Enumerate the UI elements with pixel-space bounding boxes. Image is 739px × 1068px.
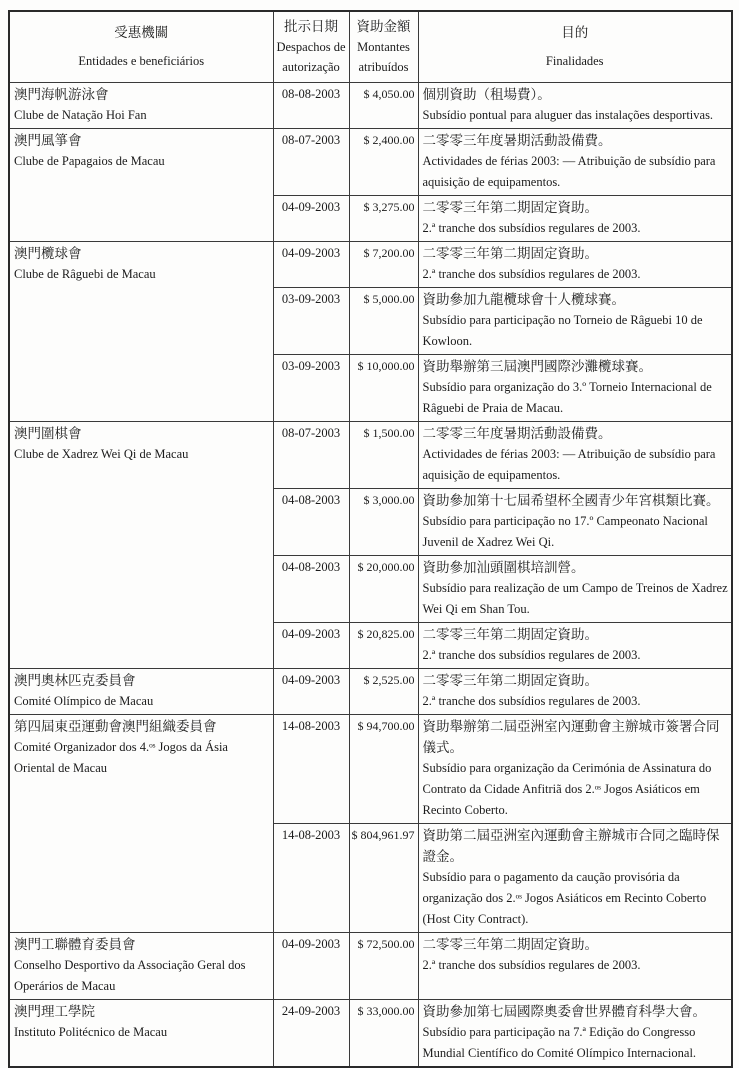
purpose-cell (418, 715, 732, 824)
entity-cell (9, 129, 273, 242)
purpose-zh: 資助舉辦第三屆澳門國際沙灘欖球賽。 (422, 359, 652, 374)
amount-granted: $ 20,825.00 (349, 623, 418, 669)
purpose-zh: 二零零三年第二期固定資助。 (422, 246, 598, 261)
purpose-zh: 二零零三年第二期固定資助。 (422, 673, 598, 688)
authorization-date: 04-09-2003 (273, 242, 349, 288)
entity-name-pt: Clube de Natação Hoi Fan (14, 108, 147, 122)
purpose-pt: 2.ª tranche dos subsídios regulares de 2003. (422, 267, 641, 281)
entity-name-pt: Comité Organizador dos 4.ᵒˢ Jogos da Ásia Oriental de Macau (14, 740, 228, 775)
purpose-pt: Subsídio para participação no 17.º Campeonato Nacional Juvenil de Xadrez Wei Qi. (422, 514, 708, 549)
header-row (9, 11, 732, 83)
entity-name-pt: Clube de Râguebi de Macau (14, 267, 156, 281)
purpose-pt: Subsídio para realização de um Campo de Treinos de Xadrez Wei Qi em Shan Tou. (422, 581, 728, 616)
authorization-date: 24-09-2003 (273, 1000, 349, 1068)
purpose-pt: Subsídio para organização do 3.º Torneio Internacional de Râguebi de Praia de Macau. (422, 380, 712, 415)
authorization-date: 03-09-2003 (273, 355, 349, 422)
amount-granted: $ 3,275.00 (349, 196, 418, 242)
purpose-pt: 2.ª tranche dos subsídios regulares de 2003. (422, 221, 641, 235)
purpose-zh: 二零零三年度暑期活動設備費。 (422, 426, 612, 441)
table-row (9, 83, 732, 129)
authorization-date: 08-07-2003 (273, 129, 349, 196)
purpose-zh: 資助第二屆亞洲室內運動會主辦城市合同之臨時保證金。 (422, 828, 720, 864)
col-header-purpose (418, 11, 732, 83)
table-row (9, 242, 732, 288)
purpose-zh: 資助舉辦第二屆亞洲室內運動會主辦城市簽署合同儀式。 (422, 719, 720, 755)
authorization-date: 04-09-2003 (273, 196, 349, 242)
subsidy-table (8, 10, 733, 1068)
amount-granted: $ 1,500.00 (349, 422, 418, 489)
amount-granted: $ 94,700.00 (349, 715, 418, 824)
purpose-pt: 2.ª tranche dos subsídios regulares de 2003. (422, 958, 641, 972)
purpose-pt: Actividades de férias 2003: — Atribuição de subsídio para aquisição de equipamentos. (422, 154, 716, 189)
col-header-entities-zh: 受惠機關 (114, 25, 169, 40)
table-row (9, 422, 732, 489)
purpose-cell (418, 355, 732, 422)
entity-cell (9, 933, 273, 1000)
purpose-zh: 二零零三年第二期固定資助。 (422, 200, 598, 215)
col-header-date (273, 11, 349, 83)
authorization-date: 04-08-2003 (273, 556, 349, 623)
entity-cell (9, 669, 273, 715)
amount-granted: $ 4,050.00 (349, 83, 418, 129)
purpose-cell (418, 824, 732, 933)
table-row (9, 669, 732, 715)
purpose-pt: Subsídio para organização da Cerimónia de Assinatura do Contrato da Cidade Anfitriã dos 2.ᵒˢ Jogos Asiáticos em Recinto Coberto. (422, 761, 712, 817)
col-header-date-zh: 批示日期 (284, 19, 338, 34)
table-row (9, 715, 732, 824)
purpose-cell (418, 288, 732, 355)
entity-name-pt: Conselho Desportivo da Associação Geral dos Operários de Macau (14, 958, 246, 993)
authorization-date: 08-08-2003 (273, 83, 349, 129)
amount-granted: $ 3,000.00 (349, 489, 418, 556)
entity-name-zh: 澳門欖球會 (14, 246, 82, 261)
amount-granted: $ 5,000.00 (349, 288, 418, 355)
purpose-zh: 二零零三年度暑期活動設備費。 (422, 133, 612, 148)
purpose-cell (418, 556, 732, 623)
authorization-date: 04-08-2003 (273, 489, 349, 556)
entity-name-zh: 澳門工聯體育委員會 (14, 937, 136, 952)
authorization-date: 03-09-2003 (273, 288, 349, 355)
amount-granted: $ 2,525.00 (349, 669, 418, 715)
col-header-amount (349, 11, 418, 83)
entity-name-pt: Clube de Papagaios de Macau (14, 154, 165, 168)
col-header-date-pt2: autorização (282, 60, 340, 74)
entity-name-zh: 第四屆東亞運動會澳門組織委員會 (14, 719, 217, 734)
purpose-zh: 資助參加第七屆國際奧委會世界體育科學大會。 (422, 1004, 706, 1019)
table-row (9, 933, 732, 1000)
purpose-pt: 2.ª tranche dos subsídios regulares de 2003. (422, 648, 641, 662)
col-header-date-pt1: Despachos de (276, 40, 346, 54)
purpose-pt: Subsídio para participação no Torneio de Râguebi 10 de Kowloon. (422, 313, 703, 348)
purpose-cell (418, 422, 732, 489)
purpose-cell (418, 669, 732, 715)
entity-name-zh: 澳門海帆游泳會 (14, 87, 109, 102)
purpose-zh: 二零零三年第二期固定資助。 (422, 627, 598, 642)
purpose-pt: Actividades de férias 2003: — Atribuição de subsídio para aquisição de equipamentos. (422, 447, 716, 482)
purpose-zh: 資助參加第十七屆希望杯全國青少年宮棋類比賽。 (422, 493, 720, 508)
table-row (9, 1000, 732, 1068)
amount-granted: $ 72,500.00 (349, 933, 418, 1000)
col-header-entities (9, 11, 273, 83)
authorization-date: 08-07-2003 (273, 422, 349, 489)
col-header-amount-pt1: Montantes (357, 40, 410, 54)
purpose-cell (418, 242, 732, 288)
authorization-date: 04-09-2003 (273, 933, 349, 1000)
purpose-zh: 資助參加汕頭圍棋培訓營。 (422, 560, 585, 575)
purpose-zh: 個別資助（租場費）。 (422, 87, 551, 102)
col-header-purpose-pt: Finalidades (545, 54, 604, 68)
entity-name-pt: Comité Olímpico de Macau (14, 694, 154, 708)
col-header-purpose-zh: 目的 (561, 25, 589, 40)
entity-name-pt: Clube de Xadrez Wei Qi de Macau (14, 447, 189, 461)
table-body (9, 83, 732, 1068)
authorization-date: 04-09-2003 (273, 669, 349, 715)
amount-granted: $ 804,961.97 (349, 824, 418, 933)
purpose-cell (418, 196, 732, 242)
table-row (9, 129, 732, 196)
amount-granted: $ 7,200.00 (349, 242, 418, 288)
purpose-cell (418, 933, 732, 1000)
authorization-date: 14-08-2003 (273, 824, 349, 933)
amount-granted: $ 10,000.00 (349, 355, 418, 422)
entity-cell (9, 715, 273, 933)
col-header-amount-zh: 資助金額 (356, 19, 411, 34)
entity-name-zh: 澳門理工學院 (14, 1004, 95, 1019)
entity-cell (9, 422, 273, 669)
purpose-zh: 二零零三年第二期固定資助。 (422, 937, 598, 952)
authorization-date: 04-09-2003 (273, 623, 349, 669)
authorization-date: 14-08-2003 (273, 715, 349, 824)
entity-name-zh: 澳門圍棋會 (14, 426, 82, 441)
entity-cell (9, 1000, 273, 1068)
purpose-cell (418, 489, 732, 556)
purpose-pt: Subsídio para o pagamento da caução provisória da organização dos 2.ᵒˢ Jogos Asiáticos em Recinto Coberto (Host City Contract). (422, 870, 707, 926)
purpose-pt: 2.ª tranche dos subsídios regulares de 2003. (422, 694, 641, 708)
purpose-cell (418, 1000, 732, 1068)
amount-granted: $ 33,000.00 (349, 1000, 418, 1068)
purpose-pt: Subsídio pontual para aluguer das instalações desportivas. (422, 108, 714, 122)
amount-granted: $ 2,400.00 (349, 129, 418, 196)
entity-name-pt: Instituto Politécnico de Macau (14, 1025, 168, 1039)
purpose-cell (418, 83, 732, 129)
col-header-amount-pt2: atribuídos (358, 60, 409, 74)
purpose-pt: Subsídio para participação na 7.ª Edição do Congresso Mundial Científico do Comité Olímpico Internacional. (422, 1025, 697, 1060)
amount-granted: $ 20,000.00 (349, 556, 418, 623)
entity-cell (9, 242, 273, 422)
purpose-zh: 資助參加九龍欖球會十人欖球賽。 (422, 292, 625, 307)
purpose-cell (418, 623, 732, 669)
entity-name-zh: 澳門奧林匹克委員會 (14, 673, 136, 688)
entity-cell (9, 83, 273, 129)
col-header-entities-pt: Entidades e beneficiários (78, 54, 205, 68)
purpose-cell (418, 129, 732, 196)
entity-name-zh: 澳門風箏會 (14, 133, 82, 148)
